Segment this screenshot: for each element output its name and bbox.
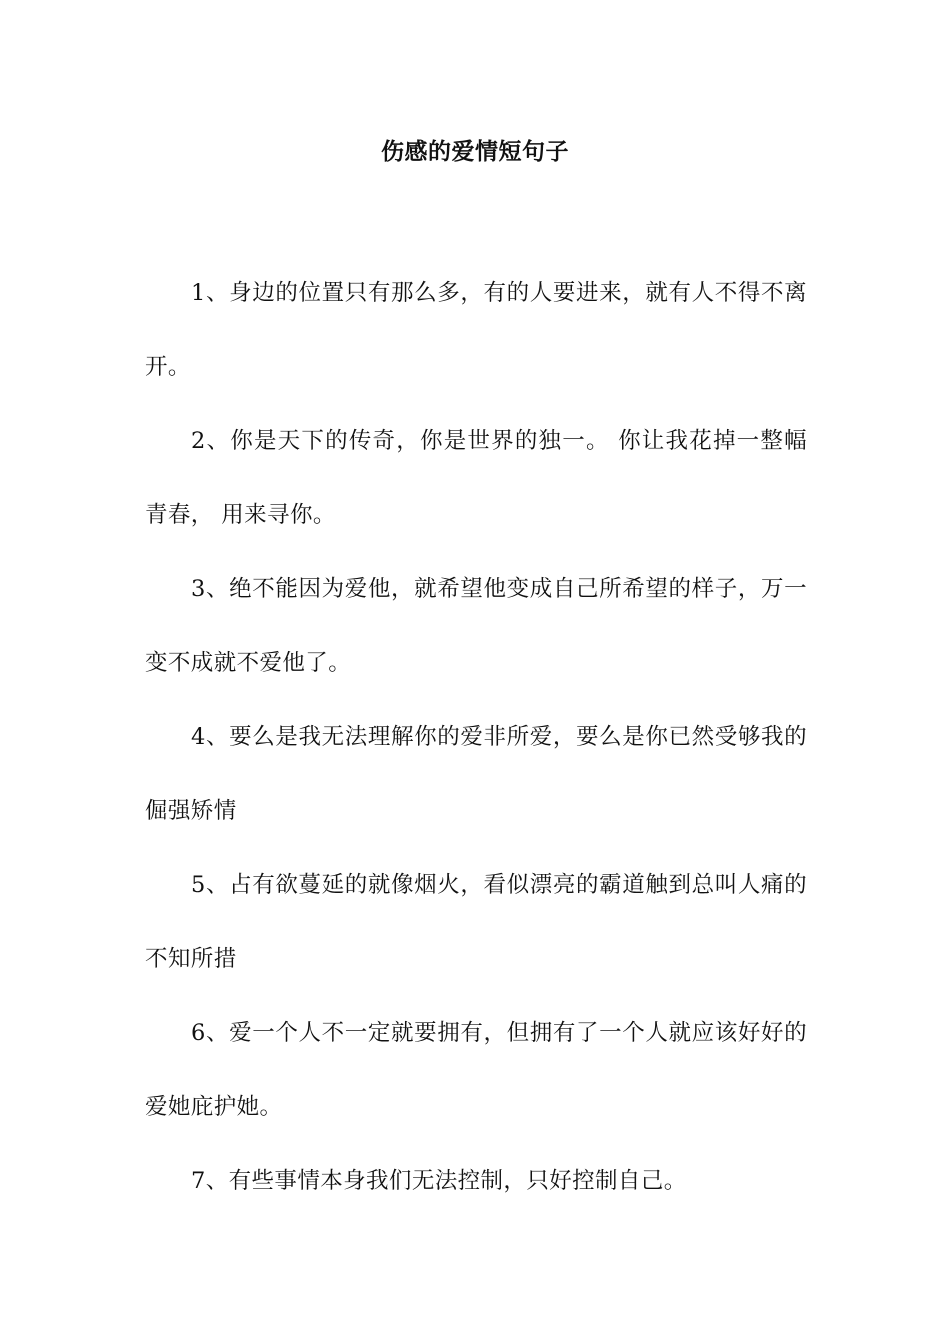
paragraph-2: 2、你是天下的传奇，你是世界的独一。 你让我花掉一整幅青春， 用来寻你。 [145, 428, 807, 528]
paragraph-3: 3、绝不能因为爱他，就希望他变成自己所希望的样子，万一变不成就不爱他了。 [145, 576, 807, 676]
paragraph-5: 5、占有欲蔓延的就像烟火，看似漂亮的霸道触到总叫人痛的不知所措 [145, 872, 807, 972]
document-body [145, 256, 807, 1218]
document-title: 伤感的爱情短句子 [381, 139, 569, 165]
paragraph-4: 4、要么是我无法理解你的爱非所爱，要么是你已然受够我的倔强矫情 [145, 724, 807, 824]
paragraph-6: 6、爱一个人不一定就要拥有，但拥有了一个人就应该好好的爱她庇护她。 [145, 1020, 807, 1120]
paragraph-7: 7、有些事情本身我们无法控制，只好控制自己。 [191, 1168, 687, 1194]
paragraph-1: 1、身边的位置只有那么多，有的人要进来，就有人不得不离开。 [145, 280, 807, 380]
